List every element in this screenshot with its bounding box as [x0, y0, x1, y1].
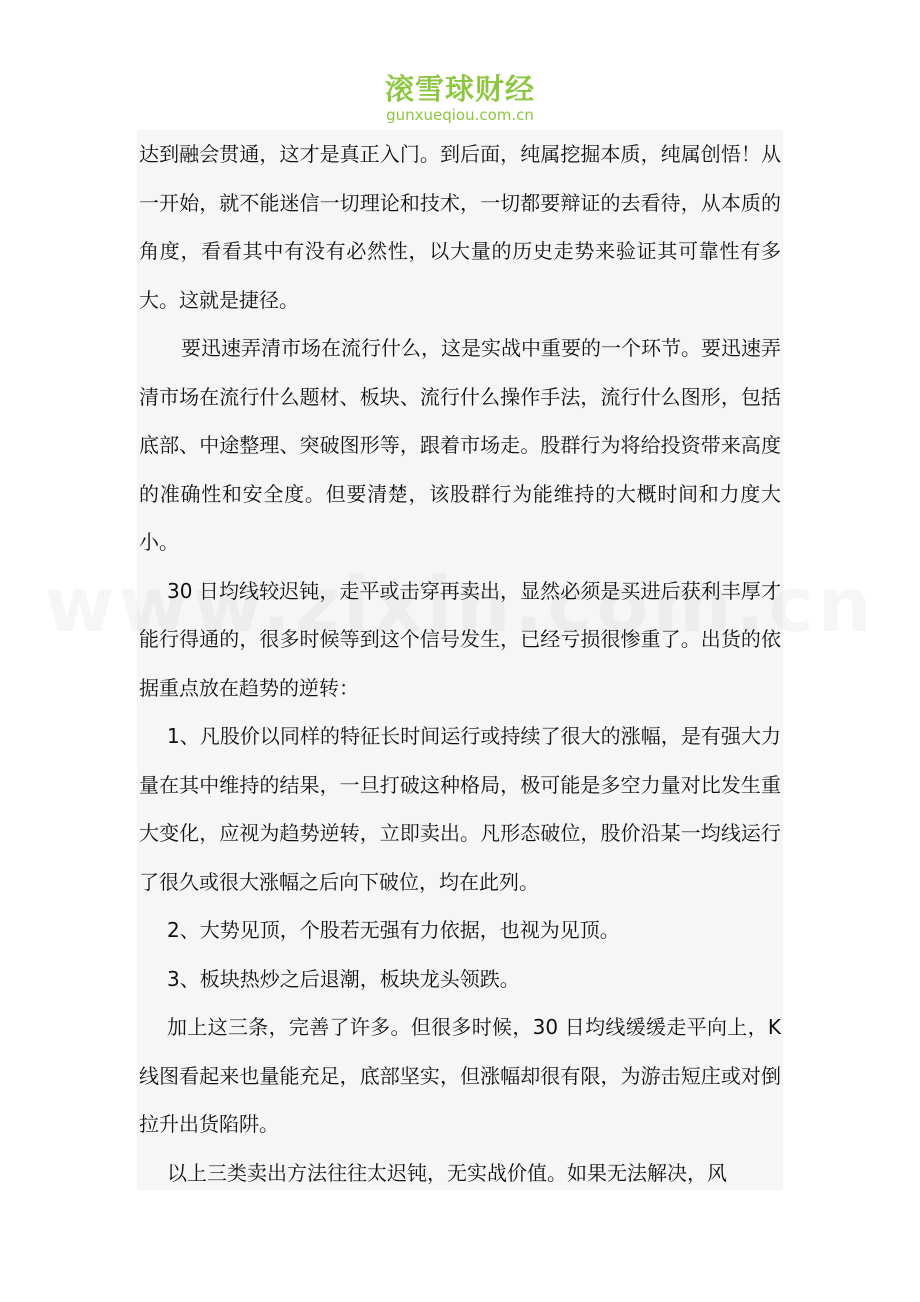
brand-title: 滚雪球财经: [384, 72, 535, 106]
page-header: [0, 72, 920, 124]
paragraph-4: 1、凡股价以同样的特征长时间运行或持续了很大的涨幅，是有强大力量在其中维持的结果，一旦打破这种格局，极可能是多空力量对比发生重大变化，应视为趋势逆转，立即卖出。凡形态破位，股价沿某一均线运行了很久或很大涨幅之后向下破位，均在此列。: [139, 724, 781, 894]
paragraph-7: 加上这三条，完善了许多。但很多时候，30 日均线缓缓走平向上，K 线图看起来也量能充足，底部坚实，但涨幅却很有限，为游击短庄或对倒拉升出货陷阱。: [139, 1015, 781, 1136]
brand-url: gunxueqiou.com.cn: [386, 106, 534, 124]
document-body: [137, 130, 783, 1190]
paragraph-5: 2、大势见顶，个股若无强有力依据，也视为见顶。: [167, 918, 620, 942]
paragraph-3: 30 日均线较迟钝，走平或击穿再卖出，显然必须是买进后获利丰厚才能行得通的，很多时候等到这个信号发生，已经亏损很惨重了。出货的依据重点放在趋势的逆转：: [139, 578, 781, 700]
paragraph-1: 达到融会贯通，这才是真正入门。到后面，纯属挖掘本质，纯属创悟！从一开始，就不能迷信一切理论和技术，一切都要辩证的去看待，从本质的角度，看看其中有没有必然性，以大量的历史走势来验证其可靠性有多大。这就是捷径。: [139, 142, 781, 312]
paragraph-2: 要迅速弄清市场在流行什么，这是实战中重要的一个环节。要迅速弄清市场在流行什么题材、板块、流行什么操作手法，流行什么图形，包括底部、中途整理、突破图形等，跟着市场走。股群行为将给投资带来高度的准确性和安全度。但要清楚，该股群行为能维持的大概时间和力度大小。: [139, 336, 781, 554]
paragraph-8: 以上三类卖出方法往往太迟钝，无实战价值。如果无法解决，风: [167, 1160, 727, 1185]
paragraph-6: 3、板块热炒之后退潮，板块龙头领跌。: [167, 966, 520, 991]
